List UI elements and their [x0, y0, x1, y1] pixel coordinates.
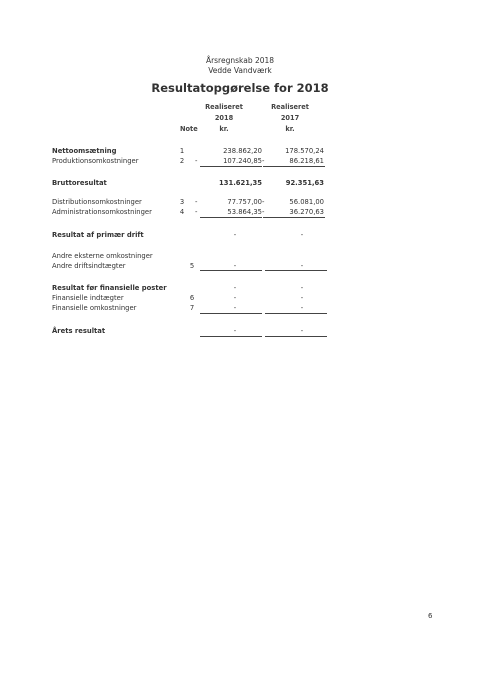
row-label-resultat-primaer-drift: Resultat af primær drift: [52, 231, 144, 239]
row-value-2018: 53.864,35: [227, 208, 262, 216]
sum-line: [265, 270, 327, 271]
row-value-2017: -: [300, 284, 304, 292]
row-value-2017: 178.570,24: [285, 147, 324, 155]
row-note: 3: [179, 198, 185, 206]
row-label-administrationsomkostninger: Administrationsomkostninger: [52, 208, 152, 216]
row-note: 7: [189, 304, 195, 312]
page-title: Resultatopgørelse for 2018: [151, 81, 329, 95]
sum-line: [265, 313, 327, 314]
row-value-2017: -: [300, 231, 304, 239]
report-header-line1: Årsregnskab 2018: [205, 56, 275, 65]
row-value-2017: 86.218,61: [289, 157, 324, 165]
row-label-resultat-foer-finansielle-poster: Resultat før finansielle poster: [52, 284, 167, 292]
column-header-2017-line3: kr.: [285, 125, 295, 133]
sum-line: [263, 166, 325, 167]
row-label-bruttoresultat: Bruttoresultat: [52, 179, 107, 187]
row-sign-2018: -: [195, 157, 198, 165]
row-value-2017: 56.081,00: [289, 198, 324, 206]
row-sign-2017: -: [262, 198, 265, 206]
row-note: 1: [179, 147, 185, 155]
row-label-andre-eksterne-omkostninger: Andre eksterne omkostninger: [52, 252, 153, 260]
row-note: 5: [189, 262, 195, 270]
row-sign-2017: -: [262, 157, 265, 165]
row-label-andre-driftsindtaegter: Andre driftsindtægter: [52, 262, 126, 270]
row-label-produktionsomkostninger: Produktionsomkostninger: [52, 157, 139, 165]
row-sign-2017: -: [262, 208, 265, 216]
column-header-2017-line2: 2017: [280, 114, 300, 122]
row-value-2018: 107.240,85: [223, 157, 262, 165]
row-note: 6: [189, 294, 195, 302]
row-value-2017: 92.351,63: [285, 179, 324, 187]
row-value-2018: -: [233, 327, 237, 335]
row-sign-2018: -: [195, 208, 198, 216]
sum-line: [200, 336, 262, 337]
sum-line: [265, 336, 327, 337]
column-header-2017-line1: Realiseret: [271, 103, 309, 111]
row-note: 2: [179, 157, 185, 165]
row-label-aarets-resultat: Årets resultat: [52, 327, 106, 335]
row-value-2018: 131.621,35: [219, 179, 262, 187]
sum-line: [200, 217, 262, 218]
column-header-2018-line3: kr.: [219, 125, 229, 133]
sum-line: [263, 217, 325, 218]
row-value-2017: -: [300, 327, 304, 335]
column-header-note: Note: [180, 125, 198, 133]
column-header-2018-line2: 2018: [214, 114, 234, 122]
row-value-2017: -: [300, 262, 304, 270]
column-header-2018-line1: Realiseret: [205, 103, 243, 111]
row-value-2018: -: [233, 231, 237, 239]
row-value-2018: 238.862,20: [223, 147, 262, 155]
row-value-2018: 77.757,00: [227, 198, 262, 206]
row-label-distributionsomkostninger: Distributionsomkostninger: [52, 198, 142, 206]
row-label-finansielle-indtaegter: Finansielle indtægter: [52, 294, 124, 302]
row-label-nettoomsaetning: Nettoomsætning: [52, 147, 117, 155]
sum-line: [200, 166, 262, 167]
row-value-2018: -: [233, 294, 237, 302]
sum-line: [200, 270, 262, 271]
row-sign-2018: -: [195, 198, 198, 206]
row-value-2017: -: [300, 304, 304, 312]
report-header-line2: Vedde Vandværk: [208, 66, 272, 75]
row-value-2017: 36.270,63: [289, 208, 324, 216]
row-label-finansielle-omkostninger: Finansielle omkostninger: [52, 304, 137, 312]
row-value-2018: -: [233, 284, 237, 292]
row-value-2018: -: [233, 304, 237, 312]
page-number: 6: [428, 612, 433, 620]
row-value-2017: -: [300, 294, 304, 302]
row-value-2018: -: [233, 262, 237, 270]
row-note: 4: [179, 208, 185, 216]
sum-line: [200, 313, 262, 314]
